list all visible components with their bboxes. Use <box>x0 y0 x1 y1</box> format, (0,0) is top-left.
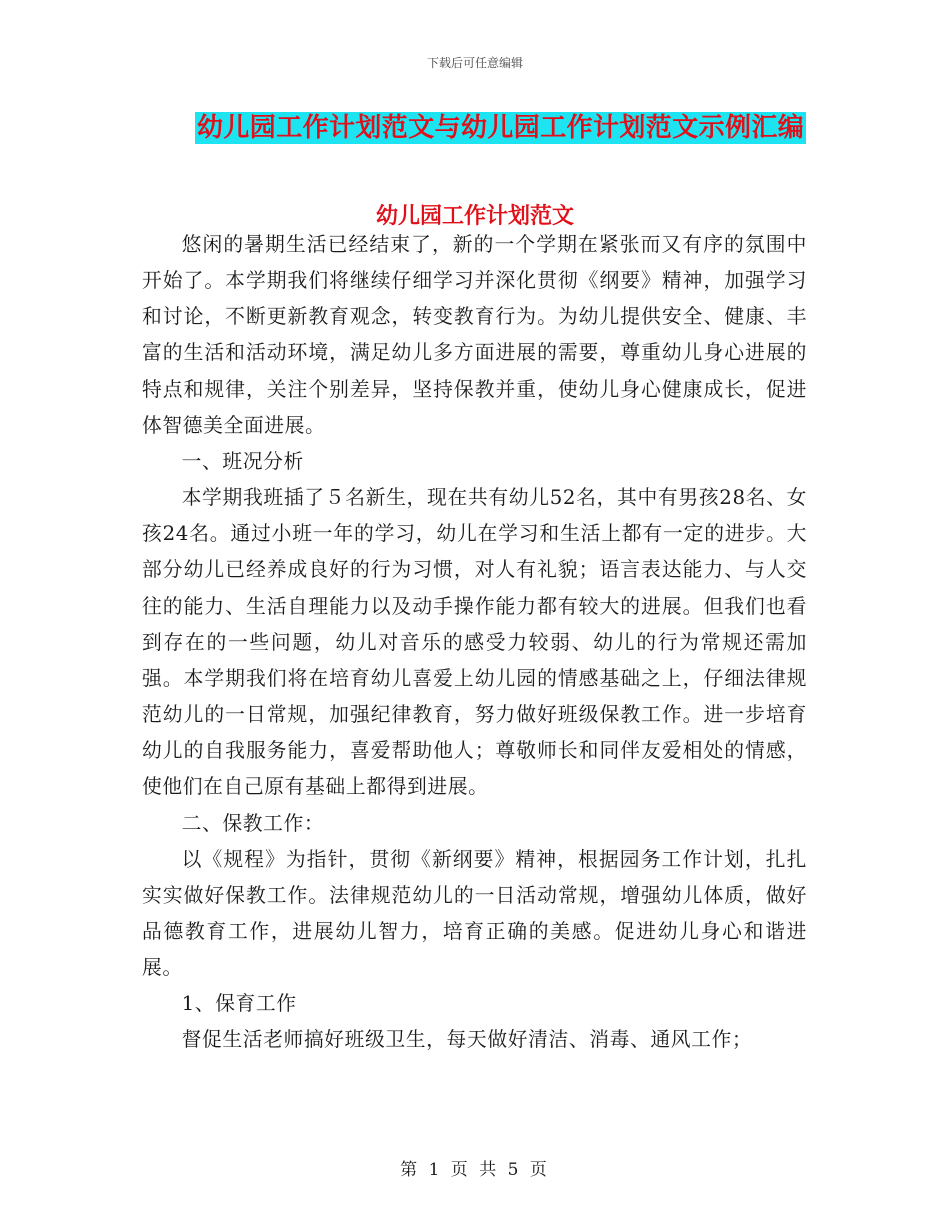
heading-class-analysis: 一、班况分析 <box>181 449 304 473</box>
section-title: 幼儿园工作计划范文 <box>375 204 574 229</box>
body-paragraph-intro: 悠闲的暑期生活已经结束了，新的一个学期在紧张而又有序的氛围中开始了。本学期我们将继续仔细学习并深化贯彻《纲要》精神，加强学习和讨论，不断更新教育观念，转变教育行为。为幼儿提供安全、健康、丰富的生活和活动环境，满足幼儿多方面进展的需要，尊重幼儿身心进展的特点和规律，关注个别差异，坚持保教并重，使幼儿身心健康成长，促进体智德美全面进展。 <box>142 233 807 437</box>
document-title: 幼儿园工作计划范文与幼儿园工作计划范文示例汇编 <box>197 113 805 143</box>
body-paragraph-care-education: 以《规程》为指针，贯彻《新纲要》精神，根据园务工作计划，扎扎实实做好保教工作。法律规范幼儿的一日活动常规，增强幼儿体质，做好品德教育工作，进展幼儿智力，培育正确的美感。促进幼儿身心和谐进展。 <box>142 847 807 980</box>
body-paragraph-class-analysis: 本学期我班插了５名新生，现在共有幼儿52名，其中有男孩28名、女孩24名。通过小班一年的学习，幼儿在学习和生活上都有一定的进步。大部分幼儿已经养成良好的行为习惯，对人有礼貌；语言表达能力、与人交往的能力、生活自理能力以及动手操作能力都有较大的进展。但我们也看到存在的一些问题，幼儿对音乐的感受力较弱、幼儿的行为常规还需加强。本学期我们将在培育幼儿喜爱上幼儿园的情感基础之上，仔细法律规范幼儿的一日常规，加强纪律教育，努力做好班级保教工作。进一步培育幼儿的自我服务能力，喜爱帮助他人；尊敬师长和同伴友爱相处的情感，使他们在自己原有基础上都得到进展。 <box>142 486 807 799</box>
heading-nursing-work: 1、保育工作 <box>181 992 297 1016</box>
page-header-note: 下载后可任意编辑 <box>426 56 523 70</box>
body-paragraph-nursing-work: 督促生活老师搞好班级卫生，每天做好清洁、消毒、通风工作； <box>181 1028 753 1052</box>
document-body <box>142 227 807 1059</box>
page-footer: 第 1 页 共 5 页 <box>400 1160 550 1180</box>
heading-care-education: 二、保教工作： <box>181 811 325 835</box>
